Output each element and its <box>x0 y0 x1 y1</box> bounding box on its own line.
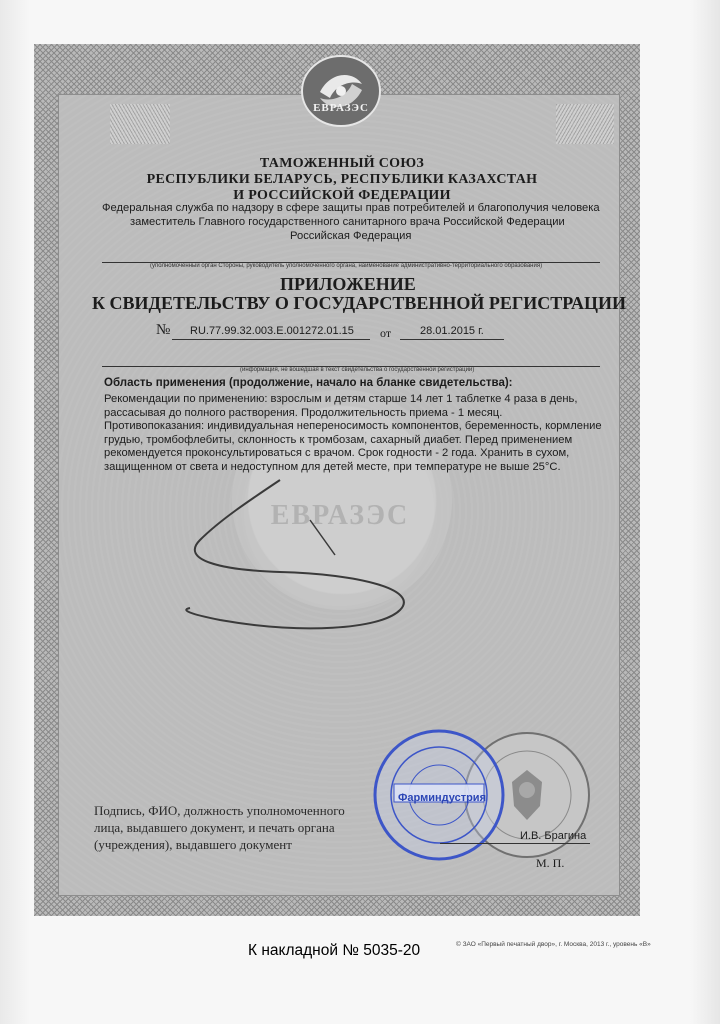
signature-caption <box>94 802 345 853</box>
appendix-title-2: К СВИДЕТЕЛЬСТВУ О ГОСУДАРСТВЕННОЙ РЕГИСТРАЦИИ <box>92 293 626 313</box>
header-line-1: ТАМОЖЕННЫЙ СОЮЗ <box>259 156 425 171</box>
agency-caption: (уполномоченный орган Стороны, руководитель уполномоченного органа, наименование административно-территориального образования) <box>150 263 543 269</box>
appendix-title-1: ПРИЛОЖЕНИЕ <box>280 274 416 294</box>
agency-line-3: Российская Федерация <box>290 230 412 242</box>
scope-text: Рекомендации по применению: взрослым и детям старше 14 лет 1 таблетке 4 раза в день, рассасывая до полного растворения. Продолжительность приема - 1 месяц. Противопоказания: индивидуальная непереносимость компонентов, беременность, кормление грудью, тромбофлебиты, склонность к тромбозам, сахарный диабет. Перед применением рекомендуется проконсультироваться с врачом. Срок годности - 2 года. Хранить в сухом, защищенном от света и недоступном для детей месте, при температуре не выше 25°С. <box>104 393 602 473</box>
printer-imprint: © ЗАО «Первый печатный двор», г. Москва, 2013 г., уровень «В» <box>456 941 651 948</box>
header-line-3: И РОССИЙСКОЙ ФЕДЕРАЦИИ <box>233 188 451 203</box>
logo-label: ЕВРАЗЭС <box>313 102 369 114</box>
watermark-label: ЕВРАЗЭС <box>270 500 410 531</box>
signature-caption-line-1: Подпись, ФИО, должность уполномоченного <box>94 803 345 818</box>
signer-name: И.В. Брагина <box>520 830 587 842</box>
reg-date-label: от <box>380 326 392 340</box>
scope-heading: Область применения (продолжение, начало на бланке свидетельства): <box>104 377 513 389</box>
security-pattern-right <box>556 104 614 144</box>
security-pattern-left <box>110 104 170 144</box>
signature-caption-line-3: (учреждения), выдавшего документ <box>94 837 292 852</box>
reg-date-rule <box>400 339 504 340</box>
reg-number-rule <box>172 339 370 340</box>
reg-caption: (информация, не вошедшая в текст свидетельства о государственной регистрации) <box>240 367 475 373</box>
signature-caption-line-2: лица, выдавшего документ, и печать органа <box>94 820 335 835</box>
invoice-note: К накладной № 5035-20 <box>248 942 421 959</box>
agency-line-2: заместитель Главного государственного санитарного врача Российской Федерации <box>130 216 565 228</box>
eurasec-logo-icon <box>300 54 382 128</box>
reg-number: RU.77.99.32.003.E.001272.01.15 <box>190 325 354 337</box>
signature-scribble <box>160 460 480 640</box>
seal-place-label: М. П. <box>536 856 565 870</box>
signature-rule <box>440 843 590 844</box>
agency-line-1: Федеральная служба по надзору в сфере защиты прав потребителей и благополучия человека <box>102 202 600 214</box>
stamp-center-text: Фарминдустрия <box>398 792 486 804</box>
reg-number-label: № <box>156 322 171 338</box>
header-line-2: РЕСПУБЛИКИ БЕЛАРУСЬ, РЕСПУБЛИКИ КАЗАХСТАН <box>146 172 538 187</box>
reg-date: 28.01.2015 г. <box>420 325 484 337</box>
